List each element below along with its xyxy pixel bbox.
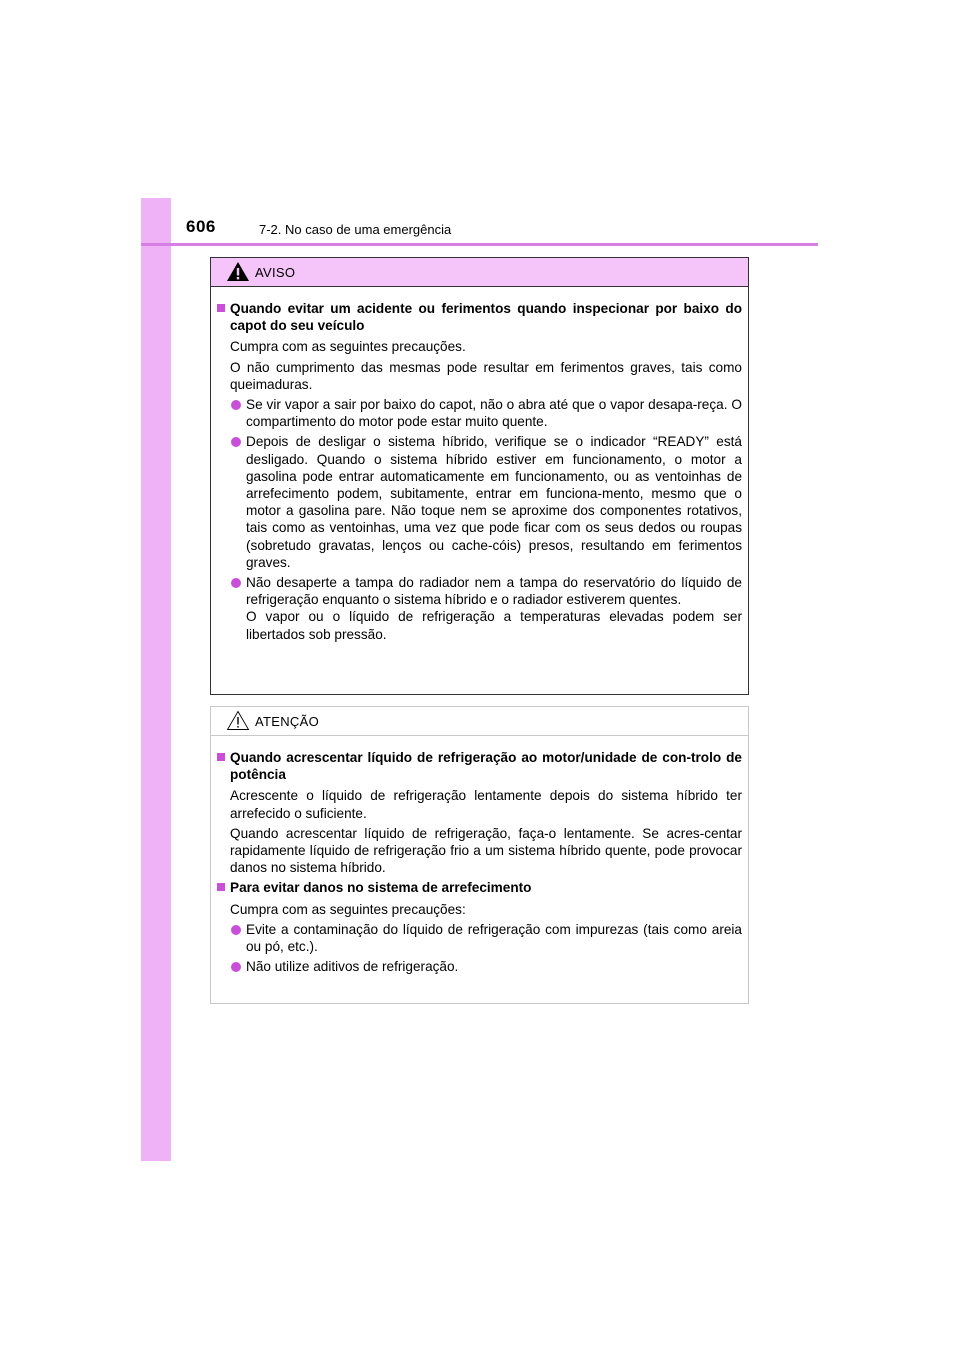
caution-bullet-2: Não utilize aditivos de refrigeração. <box>217 958 742 975</box>
page-number: 606 <box>186 217 216 236</box>
caution-heading-2: Para evitar danos no sistema de arrefecimento <box>217 879 742 896</box>
square-bullet-icon <box>217 883 225 891</box>
warning-bullet-3: Não desaperte a tampa do radiador nem a tampa do reservatório do líquido de refrigeração enquanto o sistema híbrido e o radiador estiverem quentes. O vapor ou o líquido de refrigeração a temperaturas elevadas podem ser libertados sob pressão. <box>217 574 742 643</box>
round-bullet-icon <box>231 400 241 410</box>
warning-triangle-icon <box>226 261 250 282</box>
caution-bullet-1: Evite a contaminação do líquido de refrigeração com impurezas (tais como areia ou pó, etc.). <box>217 921 742 955</box>
square-bullet-icon <box>217 304 225 312</box>
round-bullet-icon <box>231 925 241 935</box>
caution-intro-2: Cumpra com as seguintes precauções: <box>230 901 466 917</box>
chapter-side-tab <box>141 198 171 1161</box>
caution-paragraph-2: Quando acrescentar líquido de refrigeração, faça-o lentamente. Se acres-centar rapidamente líquido de refrigeração frio a um sistema híbrido quente, pode provocar danos no sistema híbrido. <box>230 825 742 876</box>
header-rule <box>141 243 818 246</box>
section-title: 7-2. No caso de uma emergência <box>259 222 452 237</box>
round-bullet-icon <box>231 437 241 447</box>
warning-bullet-2: Depois de desligar o sistema híbrido, verifique se o indicador “READY” está desligado. Quando o sistema híbrido estiver em funcionamento, o motor a gasolina pode entrar automaticamente em funcionamento, ou as ventoinhas de arrefecimento podem, subitamente, entrar em funciona-mento, mesmo que o motor a gasolina pare. Não toque nem se aproxime dos componentes rotativos, tais como as ventoinhas, uma vez que pode ficar com os seus dedos ou roupas (sobretudo gravatas, lenços ou cache-cóis) presos, resultando em ferimentos graves. <box>217 433 742 571</box>
warning-label: AVISO <box>255 264 296 280</box>
warning-consequence: O não cumprimento das mesmas pode resultar em ferimentos graves, tais como queimaduras. <box>230 359 742 392</box>
warning-body <box>211 287 748 643</box>
caution-triangle-icon <box>226 710 250 731</box>
round-bullet-icon <box>231 578 241 588</box>
caution-box-header <box>211 707 748 736</box>
caution-label: ATENÇÃO <box>255 713 319 729</box>
round-bullet-icon <box>231 962 241 972</box>
warning-box-header <box>211 258 748 287</box>
caution-box <box>210 706 749 1004</box>
warning-intro: Cumpra com as seguintes precauções. <box>230 339 466 355</box>
caution-body <box>211 736 748 975</box>
warning-bullet-1: Se vir vapor a sair por baixo do capot, não o abra até que o vapor desapa-reça. O compartimento do motor pode estar muito quente. <box>217 396 742 430</box>
caution-paragraph-1: Acrescente o líquido de refrigeração lentamente depois do sistema híbrido ter arrefecido o suficiente. <box>230 788 742 821</box>
square-bullet-icon <box>217 753 225 761</box>
caution-heading-1: Quando acrescentar líquido de refrigeração ao motor/unidade de con-trolo de potência <box>217 749 742 783</box>
warning-box <box>210 257 749 695</box>
warning-heading: Quando evitar um acidente ou ferimentos quando inspecionar por baixo do capot do seu veículo <box>217 300 742 334</box>
